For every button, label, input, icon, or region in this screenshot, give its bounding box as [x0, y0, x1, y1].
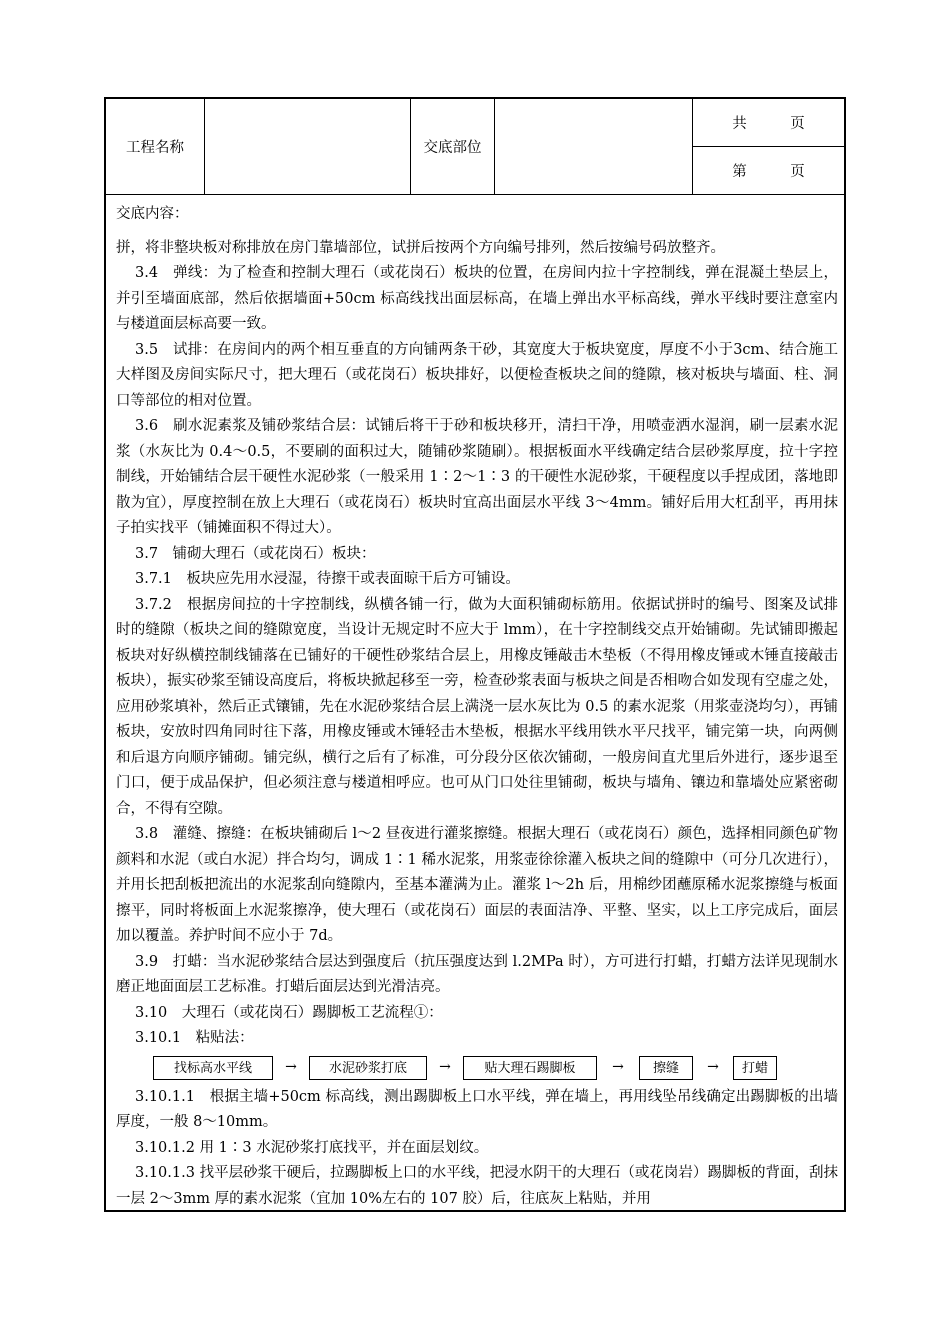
paragraph: 3.7 铺砌大理石（或花岗石）板块： [135, 545, 376, 562]
content-body [116, 202, 838, 1212]
total-pages-label: 共 页 [693, 99, 844, 147]
flow-step: 水泥砂浆打底 [309, 1056, 427, 1080]
paragraph: 3.6 刷水泥素浆及铺砂浆结合层：试铺后将干于砂和板块移开，清扫干净，用喷壶洒水湿润，刷一层素水泥浆（水灰比为 0.4～0.5，不要刷的面积过大，随铺砂浆随刷）。根据板面水平线确定结合层砂浆厚度，拉十字控制线，开始铺结合层干硬性水泥砂浆（一般采用 1∶2～1∶3 的干硬性水泥砂浆，干硬程度以手捏成团，落地即散为宜），厚度控制在放上大理石（或花岗石）板块时宜高出面层水平线 3～4mm。铺好后用大杠刮平，再用抹子拍实找平（铺摊面积不得过大）。 [116, 418, 838, 536]
project-name-label: 工程名称 [106, 99, 205, 194]
paragraph: 拼，将非整块板对称排放在房门靠墙部位，试拼后按两个方向编号排列，然后按编号码放整齐。 [116, 239, 725, 256]
paragraph: 3.10.1.3 找平层砂浆干硬后，拉踢脚板上口的水平线，把浸水阴干的大理石（或花岗岩）踢脚板的背面，刮抹一层 2～3mm 厚的素水泥浆（宜加 10%左右的 107 胶）后，往底灰上粘贴，并用 [116, 1165, 838, 1207]
flow-step: 找标高水平线 [153, 1056, 273, 1080]
arrow-right-icon: → [285, 1058, 297, 1075]
paragraph: 3.10.1.1 根据主墙+50cm 标高线，测出踢脚板上口水平线，弹在墙上，再用线坠吊线确定出踢脚板的出墙厚度，一般 8～10mm。 [116, 1088, 838, 1130]
header-row [106, 99, 844, 195]
paragraph: 3.7.1 板块应先用水浸湿，待擦干或表面晾干后方可铺设。 [135, 571, 520, 587]
paragraph: 3.10 大理石（或花岗石）踢脚板工艺流程①： [135, 1004, 443, 1021]
arrow-right-icon: → [439, 1058, 451, 1075]
flow-step: 打蜡 [733, 1056, 777, 1080]
page-count-cell [693, 99, 844, 194]
arrow-right-icon: → [612, 1058, 624, 1075]
process-flow [116, 1053, 838, 1083]
location-field[interactable] [495, 99, 693, 194]
location-label: 交底部位 [411, 99, 495, 194]
disclosure-sheet [104, 97, 846, 1212]
arrow-right-icon: → [707, 1058, 719, 1075]
paragraph: 3.10.1.2 用 1∶3 水泥砂浆打底找平，并在面层划纹。 [135, 1139, 489, 1156]
paragraph: 3.7.2 根据房间拉的十字控制线，纵横各铺一行，做为大面积铺砌标筋用。依据试拼时的编号、图案及试排时的缝隙（板块之间的缝隙宽度，当设计无规定时不应大于 lmm），在十字控制线交点开始铺砌。先试铺即搬起板块对好纵横控制线铺落在已铺好的干硬性砂浆结合层上，用橡皮锤敲击木垫板（不得用橡皮锤或木锤直接敲击板块），振实砂浆至铺设高度后，将板块掀起移至一旁，检查砂浆表面与板块之间是否相吻合如发现有空虚之处，应用砂浆填补，然后正式镶铺，先在水泥砂浆结合层上满浇一层水灰比为 0.5 的素水泥浆（用浆壶浇均匀），再铺板块，安放时四角同时往下落，用橡皮锤或木锤轻击木垫板，根据水平线用铁水平尺找平，铺完第一块，向两侧和后退方向顺序铺砌。铺完纵，横行之后有了标准，可分段分区依次铺砌，一般房间直尤里后外进行，逐步退至门口，便于成品保护，但必须注意与楼道相呼应。也可从门口处往里铺砌，板块与墙角、镶边和靠墙处应紧密砌合，不得有空隙。 [116, 596, 838, 817]
page-number-label: 第 页 [732, 164, 805, 180]
paragraph: 3.4 弹线：为了检查和控制大理石（或花岗石）板块的位置，在房间内拉十字控制线，弹在混凝土垫层上，并引至墙面底部，然后依据墙面+50cm 标高线找出面层标高，在墙上弹出水平标高线，弹水平线时要注意室内与楼道面层标高要一致。 [116, 265, 838, 332]
content-label: 交底内容： [116, 206, 189, 222]
flow-step: 贴大理石踢脚板 [463, 1056, 597, 1080]
paragraph: 3.5 试排：在房间内的两个相互垂直的方向铺两条干砂，其宽度大于板块宽度，厚度不小于3cm、结合施工大样图及房间实际尺寸，把大理石（或花岗石）板块排好，以便检查板块之间的缝隙，核对板块与墙面、柱、洞口等部位的相对位置。 [116, 341, 838, 409]
paragraph: 3.10.1 粘贴法： [135, 1030, 254, 1046]
paragraph: 3.9 打蜡：当水泥砂浆结合层达到强度后（抗压强度达到 l.2MPa 时），方可进行打蜡，打蜡方法详见现制水磨正地面面层工艺标准。打蜡后面层达到光滑洁亮。 [116, 953, 838, 995]
project-name-field[interactable] [205, 99, 411, 194]
paragraph: 3.8 灌缝、擦缝：在板块铺砌后 l～2 昼夜进行灌浆擦缝。根据大理石（或花岗石）颜色，选择相同颜色矿物颜料和水泥（或白水泥）拌合均匀，调成 1∶1 稀水泥浆，用浆壶徐徐灌入板块之间的缝隙中（可分几次进行），并用长把刮板把流出的水泥浆刮向缝隙内，至基本灌满为止。灌浆 l～2h 后，用棉纱团蘸原稀水泥浆擦缝与板面擦平，同时将板面上水泥浆擦净，使大理石（或花岗石）面层的表面洁净、平整、坚实，以上工序完成后，面层加以覆盖。养护时间不应小于 7d。 [116, 826, 838, 944]
flow-step: 擦缝 [639, 1056, 693, 1080]
